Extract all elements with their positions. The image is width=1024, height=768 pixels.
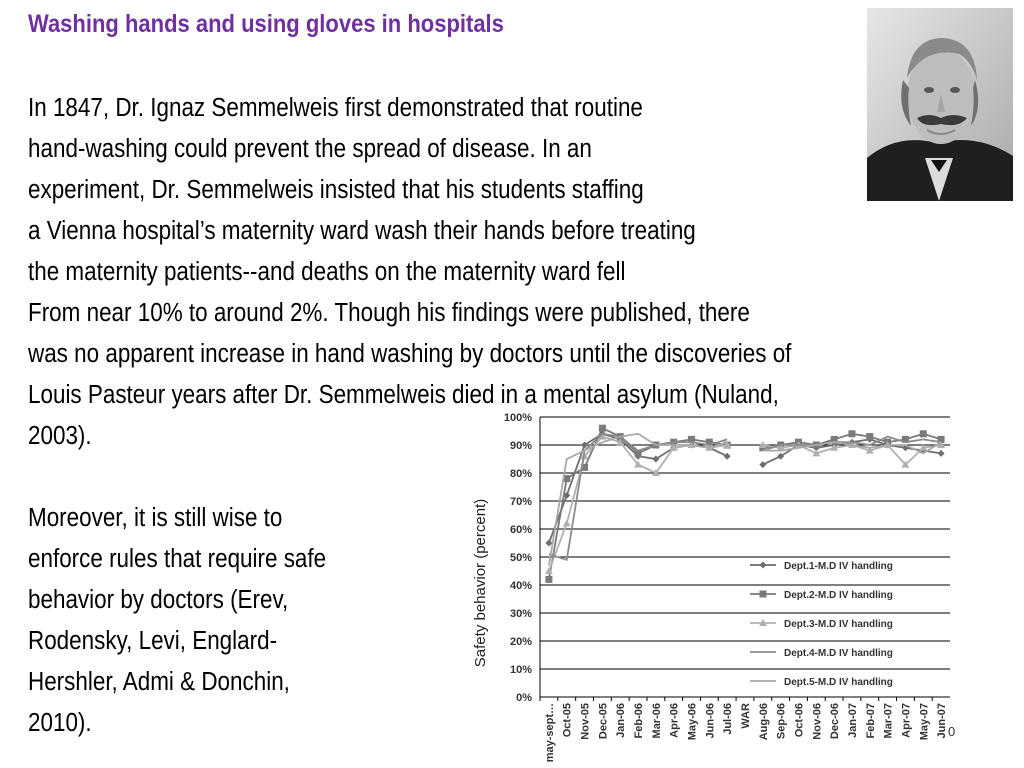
x-tick-label: WAR <box>740 703 752 729</box>
x-tick-label: Jan-06 <box>615 703 628 738</box>
y-tick-label: 0% <box>516 692 532 704</box>
y-tick-label: 90% <box>509 440 532 452</box>
text-line: Louis Pasteur years after Dr. Semmelweis died in a mental asylum (Nuland, <box>28 381 779 409</box>
legend-marker <box>760 562 767 569</box>
data-point-dept1 <box>938 450 945 457</box>
x-tick-label: Jul-06 <box>722 703 735 735</box>
legend-label: Dept.1-M.D IV handling <box>784 561 893 572</box>
x-tick-label: Jan-07 <box>846 703 859 738</box>
data-point-dept2 <box>920 430 927 437</box>
data-point-dept1 <box>724 453 731 460</box>
x-tick-label: Aug-06 <box>757 703 770 741</box>
x-tick-label: Mar-07 <box>882 703 895 739</box>
x-tick-label: Sep-06 <box>775 703 788 740</box>
x-tick-label: Nov-06 <box>811 703 824 740</box>
text-line: In 1847, Dr. Ignaz Semmelweis first demonstrated that routine <box>28 94 643 122</box>
x-tick-label: Jun-07 <box>936 703 949 739</box>
x-tick-label: Oct-06 <box>793 703 806 738</box>
portrait-image <box>867 8 1013 201</box>
x-tick-label: Nov-05 <box>579 703 592 740</box>
paragraph-rules <box>28 498 326 744</box>
x-tick-label: Mar-06 <box>650 703 663 739</box>
x-tick-label: Feb-06 <box>633 703 646 739</box>
legend-label: Dept.3-M.D IV handling <box>784 619 893 630</box>
text-line: From near 10% to around 2%. Though his findings were published, there <box>28 299 750 327</box>
y-axis-label: Safety behavior (percent) <box>472 498 489 668</box>
text-line: Moreover, it is still wise to <box>28 504 283 532</box>
data-point-dept2 <box>599 425 606 432</box>
x-tick-label: Oct-05 <box>561 703 574 738</box>
data-point-dept1 <box>759 461 766 468</box>
x-tick-label: Dec-05 <box>597 703 610 740</box>
data-point-dept2 <box>848 430 855 437</box>
y-tick-label: 20% <box>509 636 532 648</box>
text-line: behavior by doctors (Erev, <box>28 586 289 614</box>
y-tick-label: 80% <box>509 468 532 480</box>
y-tick-label: 30% <box>509 608 532 620</box>
page-number: 0 <box>948 724 956 739</box>
text-line: 2003). <box>28 422 92 450</box>
y-tick-label: 50% <box>509 552 532 564</box>
x-tick-label: May-07 <box>918 703 931 741</box>
data-point-dept3 <box>563 519 571 526</box>
safety-behavior-chart <box>468 405 960 765</box>
text-line: enforce rules that require safe <box>28 545 327 573</box>
text-line: 2010). <box>28 709 92 737</box>
text-line: was no apparent increase in hand washing by doctors until the discoveries of <box>28 340 792 368</box>
slide-title: Washing hands and using gloves in hospitals <box>28 10 504 38</box>
legend-marker <box>760 591 767 598</box>
x-tick-label: Apr-07 <box>900 703 913 738</box>
text-line: Rodensky, Levi, Englard- <box>28 627 278 655</box>
x-tick-label: Jun-06 <box>704 703 717 739</box>
legend-label: Dept.4-M.D IV handling <box>784 648 893 659</box>
legend-label: Dept.2-M.D IV handling <box>784 590 893 601</box>
text-line: a Vienna hospital’s maternity ward wash their hands before treating <box>28 217 696 245</box>
y-tick-label: 100% <box>503 412 532 424</box>
semmelweis-portrait <box>867 8 1013 201</box>
text-line: the maternity patients--and deaths on the maternity ward fell <box>28 258 626 286</box>
text-line: hand-washing could prevent the spread of disease. In an <box>28 135 592 163</box>
x-tick-label: Dec-06 <box>829 703 842 740</box>
data-point-dept2 <box>545 576 552 583</box>
x-tick-label: Apr-06 <box>668 703 681 738</box>
y-tick-label: 70% <box>509 496 532 508</box>
text-line: Hershler, Admi & Donchin, <box>28 668 290 696</box>
y-tick-label: 40% <box>509 580 532 592</box>
chart-series <box>545 425 945 583</box>
x-tick-label: May-06 <box>686 703 699 741</box>
data-point-dept2 <box>866 433 873 440</box>
legend-label: Dept.5-M.D IV handling <box>784 677 893 688</box>
x-tick-label: Feb-07 <box>864 703 877 739</box>
y-tick-label: 10% <box>509 664 532 676</box>
paragraph-history <box>28 88 791 457</box>
y-tick-label: 60% <box>509 524 532 536</box>
chart-axes <box>504 412 950 762</box>
text-line: experiment, Dr. Semmelweis insisted that his students staffing <box>28 176 644 204</box>
x-tick-label: may-sept… <box>543 703 556 763</box>
